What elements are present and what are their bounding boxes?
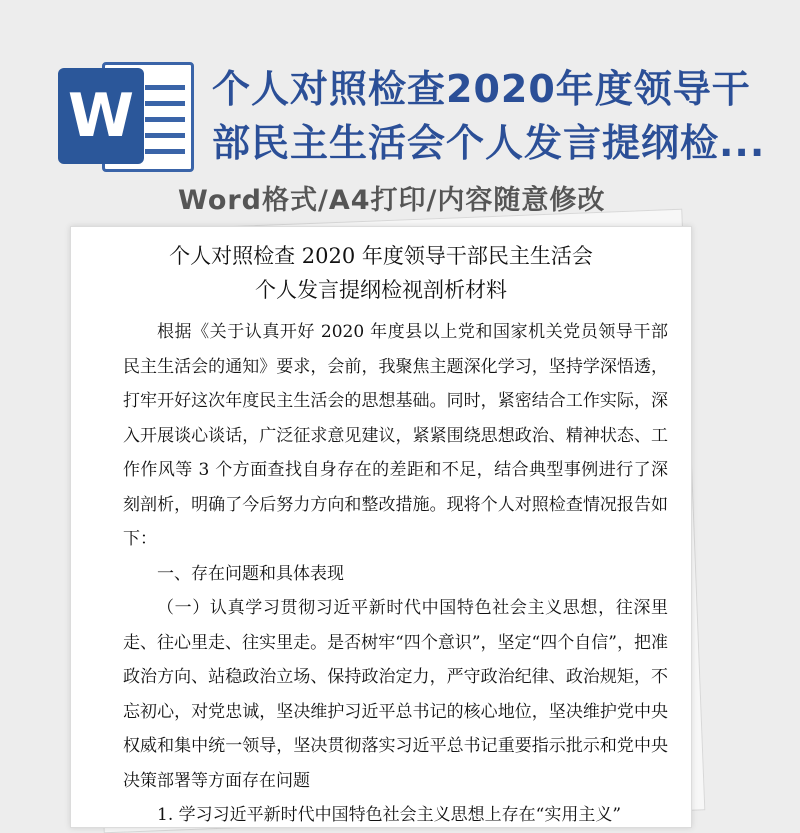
word-icon <box>58 56 200 174</box>
document-title-line-1: 个人对照检查 2020 年度领导干部民主生活会 <box>169 244 593 268</box>
document-page <box>70 226 692 828</box>
document-title-line-2: 个人发言提纲检视剖析材料 <box>255 278 507 302</box>
header <box>0 0 800 225</box>
paragraph-subitem-1: 1. 学习习近平新时代中国特色社会主义思想上存在“实用主义” <box>157 805 622 825</box>
page-title: 个人对照检查2020年度领导干部民主生活会个人发言提纲检... <box>212 67 766 165</box>
format-subtitle: Word格式/A4打印/内容随意修改 <box>178 185 606 216</box>
paragraph-intro: 根据《关于认真开好 2020 年度县以上党和国家机关党员领导干部民主生活会的通知》要求，会前，我聚焦主题深化学习，坚持学深悟透，打牢开好这次年度民主生活会的思想基础。同时，紧密结合工作实际，深入开展谈心谈话，广泛征求意见建议，紧紧围绕思想政治、精神状态、工作作风等 3 个方面查找自身存在的差距和不足，结合典型事例进行了深刻剖析，明确了今后努力方向和整改措施。现将个人对照检查情况报告如下： <box>123 322 668 549</box>
section-heading: 一、存在问题和具体表现 <box>157 563 344 584</box>
paragraph-item-1: （一）认真学习贯彻习近平新时代中国特色社会主义思想，往深里走、往心里走、往实里走。是否树牢“四个意识”，坚定“四个自信”，把准政治方向、站稳政治立场、保持政治定力，严守政治纪律、政治规矩，不忘初心，对党忠诚，坚决维护习近平总书记的核心地位，坚决维护党中央权威和集中统一领导，坚决贯彻落实习近平总书记重要指示批示和党中央决策部署等方面存在问题 <box>123 598 668 791</box>
word-badge-icon: W <box>58 68 144 164</box>
document-title <box>71 239 691 307</box>
document-body <box>123 315 668 833</box>
